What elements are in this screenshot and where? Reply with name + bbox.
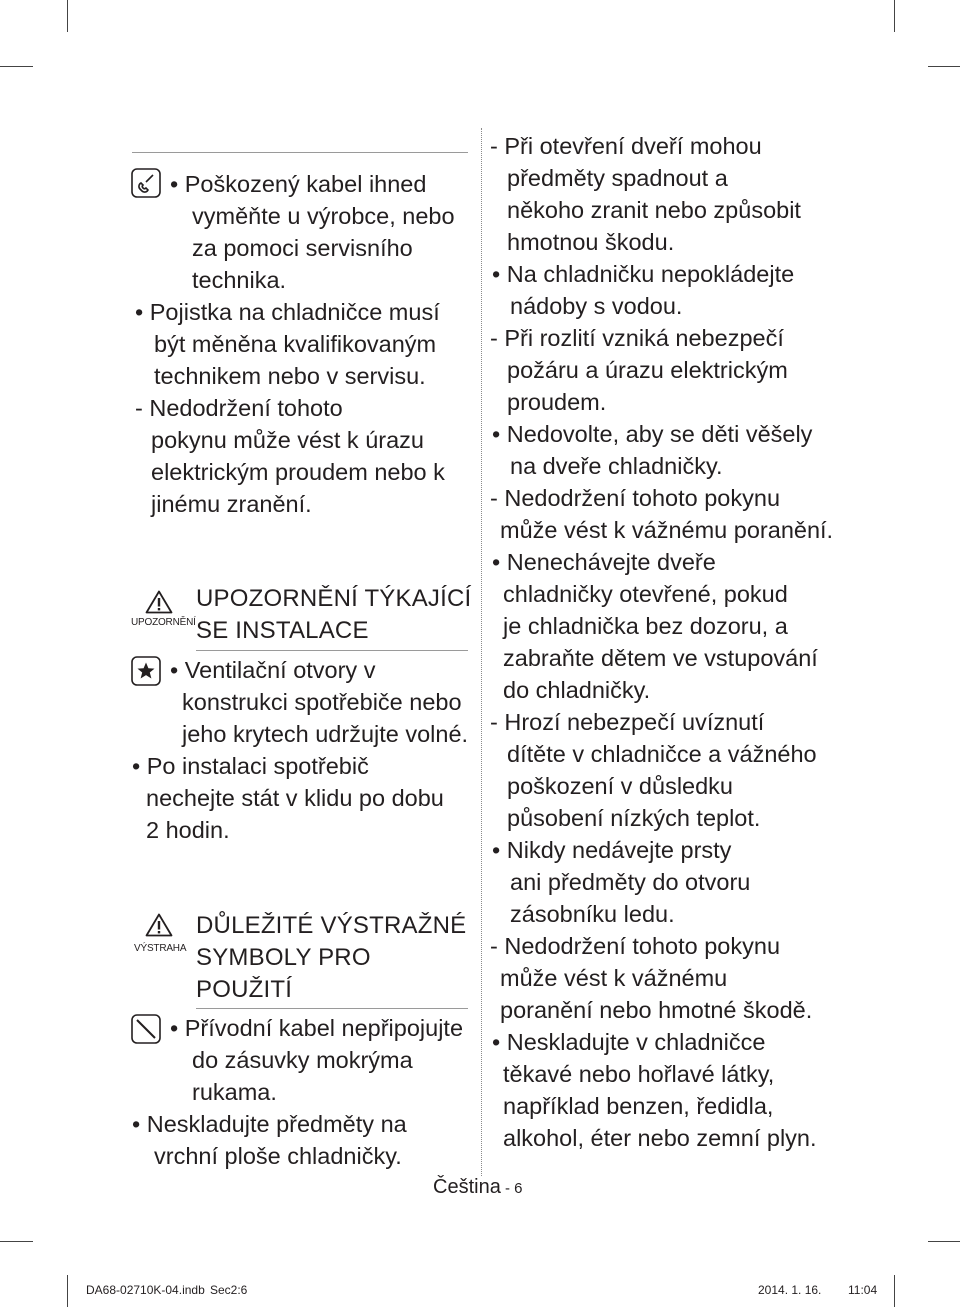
caution-label: UPOZORNĚNÍ <box>131 617 196 628</box>
footer-language: Čeština <box>433 1176 501 1198</box>
text-line: předměty spadnout a <box>507 165 728 191</box>
text-line: vyměňte u výrobce, nebo <box>192 203 455 229</box>
text-line: technikem nebo v servisu. <box>154 363 426 389</box>
crop-mark <box>928 1241 960 1242</box>
section-rule <box>196 650 468 651</box>
crop-mark <box>894 0 895 32</box>
text-line: • Neskladujte v chladničce <box>492 1029 766 1055</box>
text-line: - Nedodržení tohoto <box>135 395 343 421</box>
text-line: • Nikdy nedávejte prsty <box>492 837 732 863</box>
crop-mark <box>928 66 960 67</box>
slug-date: 2014. 1. 16. <box>758 1283 822 1297</box>
warning-triangle-icon <box>145 590 173 614</box>
warning-title: SYMBOLY PRO <box>196 944 371 971</box>
text-line: jinému zranění. <box>151 491 312 517</box>
text-line: zásobníku ledu. <box>510 901 675 927</box>
text-line: působení nízkých teplot. <box>507 805 761 831</box>
text-line: ani předměty do otvoru <box>510 869 751 895</box>
text-line: může vést k vážnému poranění. <box>500 517 834 543</box>
crop-mark <box>894 1275 895 1307</box>
text-line: jeho krytech udržujte volné. <box>182 721 469 747</box>
text-line: 2 hodin. <box>146 817 230 843</box>
text-line: • Na chladničku nepokládejte <box>492 261 795 287</box>
text-line: - Při otevření dveří mohou <box>490 133 762 159</box>
warning-triangle-icon <box>145 913 173 937</box>
text-line: alkohol, éter nebo zemní plyn. <box>503 1125 817 1151</box>
text-line: elektrickým proudem nebo k <box>151 459 445 485</box>
text-line: proudem. <box>507 389 607 415</box>
text-line: nádoby s vodou. <box>510 293 683 319</box>
crop-mark <box>67 1275 68 1307</box>
text-line: například benzen, ředidla, <box>503 1093 774 1119</box>
text-line: někoho zranit nebo způsobit <box>507 197 801 223</box>
warning-title: POUŽITÍ <box>196 976 293 1003</box>
text-line: • Nenechávejte dveře <box>492 549 716 575</box>
top-rule <box>132 152 468 153</box>
crop-mark <box>67 0 68 32</box>
section-rule <box>196 1008 468 1009</box>
warning-title: DŮLEŽITÉ VÝSTRAŽNÉ <box>196 912 467 939</box>
text-line: • Přívodní kabel nepřipojujte <box>170 1015 464 1041</box>
text-line: • Po instalaci spotřebič <box>132 753 369 779</box>
text-line: může vést k vážnému <box>500 965 728 991</box>
text-line: • Neskladujte předměty na <box>132 1111 407 1137</box>
caution-title: UPOZORNĚNÍ TÝKAJÍCÍ <box>196 585 472 612</box>
page-number: 6 <box>514 1180 523 1197</box>
text-line: - Hrozí nebezpečí uvíznutí <box>490 709 765 735</box>
text-line: těkavé nebo hořlavé látky, <box>503 1061 775 1087</box>
text-line: poškození v důsledku <box>507 773 734 799</box>
text-line: - Při rozlití vzniká nebezpečí <box>490 325 784 351</box>
text-line: chladničky otevřené, pokud <box>503 581 788 607</box>
text-line: dítěte v chladničce a vážného <box>507 741 817 767</box>
text-line: • Ventilační otvory v <box>170 657 376 683</box>
prohibition-slash-icon <box>131 1014 161 1044</box>
column-divider <box>481 128 482 1176</box>
caution-title: SE INSTALACE <box>196 617 369 644</box>
text-line: je chladnička bez dozoru, a <box>503 613 788 639</box>
text-line: • Nedovolte, aby se děti věšely <box>492 421 813 447</box>
text-line: na dveře chladničky. <box>510 453 723 479</box>
text-line: do chladničky. <box>503 677 651 703</box>
slug-time: 11:04 <box>848 1283 878 1297</box>
crop-mark <box>0 66 33 67</box>
text-line: zabraňte dětem ve vstupování <box>503 645 818 671</box>
text-line: • Poškozený kabel ihned <box>170 171 427 197</box>
text-line: nechejte stát v klidu po dobu <box>146 785 444 811</box>
text-line: do zásuvky mokrýma <box>192 1047 413 1073</box>
text-line: vrchní ploše chladničky. <box>154 1143 402 1169</box>
star-icon <box>131 656 161 686</box>
text-line: konstrukci spotřebiče nebo <box>182 689 462 715</box>
text-line: poranění nebo hmotné škodě. <box>500 997 813 1023</box>
text-line: - Nedodržení tohoto pokynu <box>490 933 781 959</box>
text-line: pokynu může vést k úrazu <box>151 427 424 453</box>
warning-label: VÝSTRAHA <box>134 943 187 954</box>
text-line: být měněna kvalifikovaným <box>154 331 437 357</box>
footer-separator: - <box>500 1180 515 1197</box>
text-line: - Nedodržení tohoto pokynu <box>490 485 781 511</box>
text-line: za pomoci servisního <box>192 235 413 261</box>
crop-mark <box>0 1241 33 1242</box>
slug-file: DA68-02710K-04.indb <box>86 1283 205 1297</box>
text-line: hmotnou škodu. <box>507 229 675 255</box>
phone-handset-icon <box>131 168 161 198</box>
text-line: technika. <box>192 267 287 293</box>
text-line: požáru a úrazu elektrickým <box>507 357 788 383</box>
text-line: • Pojistka na chladničce musí <box>135 299 440 325</box>
slug-section: Sec2:6 <box>210 1283 248 1297</box>
text-line: rukama. <box>192 1079 277 1105</box>
page-footer <box>433 1175 523 1201</box>
